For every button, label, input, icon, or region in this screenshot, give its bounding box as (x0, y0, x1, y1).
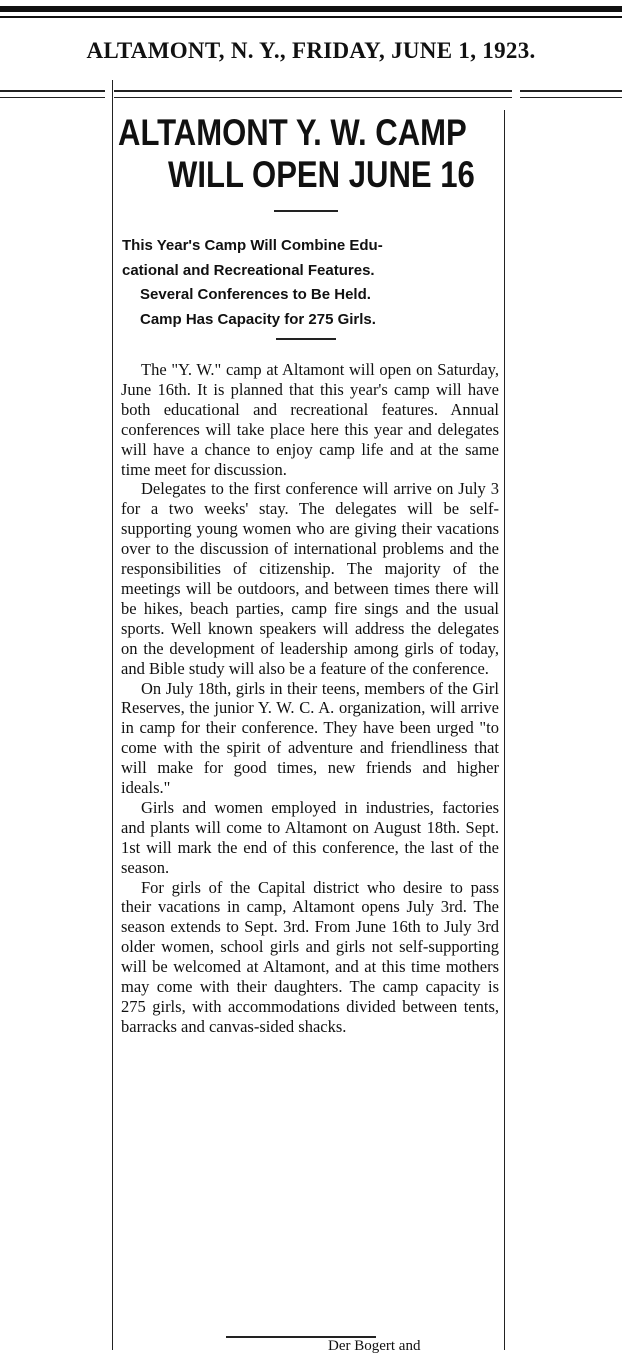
masthead-rule-center (114, 90, 512, 92)
column-rule-right (504, 110, 505, 1350)
next-article-fragment: Der Bogert and (328, 1338, 421, 1354)
masthead-rule-right-2 (520, 97, 622, 98)
subhead-line: Camp Has Capacity for 275 Girls. (140, 310, 376, 328)
article-paragraph: Delegates to the first conference will arrive on July 3 for a two weeks' stay. The delegates will be self-supporting young women who are giving their vacations over to the discussion of international problems and the responsibilities of citizenship. The majority of the meetings will be outdoors, and between times there will be hikes, beach parties, camp fire sings and the usual sports. Well known speakers will address the delegates on the development of leadership among girls of today, and Bible study will also be a feature of the conference. (121, 479, 499, 678)
column-rule-left (112, 80, 113, 1350)
subhead-divider (276, 338, 336, 340)
article-paragraph: For girls of the Capital district who desire to pass their vacations in camp, Altamont opens July 3rd. The season extends to Sept. 3rd. From June 16th to July 3rd older women, school girls and girls not self-supporting will be welcomed at Altamont, and at this time mothers may come with their daughters. The camp capacity is 275 girls, with accommodations divided between tents, barracks and canvas-sided shacks. (121, 877, 499, 1036)
subhead-line: Several Conferences to Be Held. (140, 286, 371, 303)
article-paragraph: On July 18th, girls in their teens, members of the Girl Reserves, the junior Y. W. C. A. organization, will arrive in camp for their conference. They have been urged "to come with the spirit of adventure and friendliness that will make for good times, new friends and higher ideals." (121, 678, 499, 798)
headline-line-1: ALTAMONT Y. W. CAMP (118, 112, 467, 153)
subhead-deck (122, 234, 502, 332)
masthead-rule-left-2 (0, 97, 105, 98)
article-paragraph: Girls and women employed in industries, factories and plants will come to Altamont on August 18th. Sept. 1st will mark the end of this conference, the last of the season. (121, 797, 499, 877)
subhead-line: cational and Recreational Features. (122, 261, 375, 279)
article-body (121, 360, 499, 1037)
masthead-rule-right (520, 90, 622, 92)
top-rule-thin (0, 16, 622, 18)
subhead-line: This Year's Camp Will Combine Edu- (122, 237, 383, 254)
article-paragraph: The "Y. W." camp at Altamont will open on Saturday, June 16th. It is planned that this year's camp will have both educational and recreational features. Annual conferences will take place here this year and delegates will have a chance to enjoy camp life and at the same time meet for discussion. (121, 360, 499, 479)
headline-line-2: WILL OPEN JUNE 16 (168, 154, 475, 195)
top-rule-thick (0, 6, 622, 12)
headline-divider (274, 210, 338, 212)
masthead-rule-left (0, 90, 105, 92)
masthead-dateline: ALTAMONT, N. Y., FRIDAY, JUNE 1, 1923. (86, 38, 536, 63)
masthead-rule-center-2 (114, 97, 512, 98)
